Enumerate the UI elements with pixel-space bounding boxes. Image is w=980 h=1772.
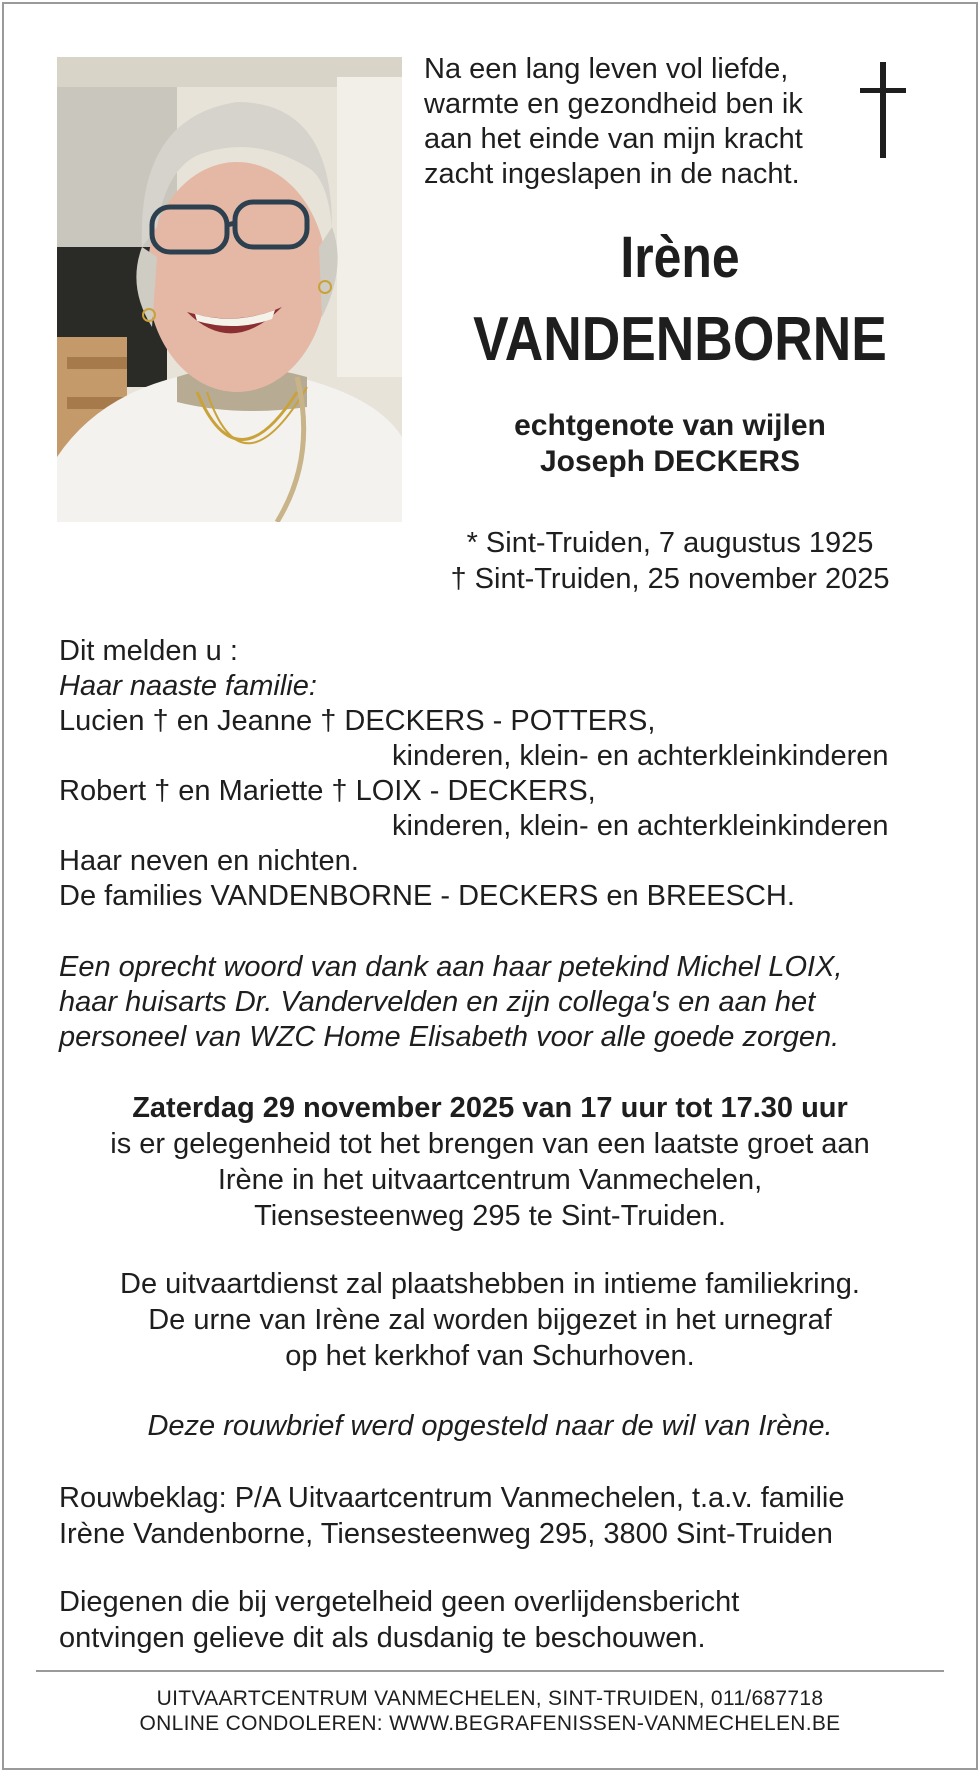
birth-date: * Sint-Truiden, 7 augustus 1925: [466, 527, 874, 559]
poem-line: warmte en gezondheid ben ik: [424, 88, 803, 120]
family-line: Robert † en Mariette † LOIX - DECKERS,: [59, 775, 596, 807]
spouse-info: [420, 408, 920, 480]
family-subline: kinderen, klein- en achterkleinkinderen: [392, 740, 889, 772]
visitation-line: Tiensesteenweg 295 te Sint-Truiden.: [254, 1200, 726, 1232]
notice-line: ontvingen gelieve dit als dusdanig te beschouwen.: [59, 1622, 706, 1654]
footer-divider: [36, 1670, 944, 1672]
footer: [40, 1686, 940, 1736]
family-list: [59, 634, 939, 914]
family-intro: Dit melden u :: [59, 635, 238, 667]
address-line: Rouwbeklag: P/A Uitvaartcentrum Vanmechelen, t.a.v. familie: [59, 1482, 845, 1514]
thanks-line: haar huisarts Dr. Vandervelden en zijn collega's en aan het: [59, 986, 816, 1018]
cross-icon: [860, 62, 906, 158]
online-condolence-link[interactable]: ONLINE CONDOLEREN: WWW.BEGRAFENISSEN-VANMECHELEN.BE: [139, 1712, 841, 1735]
wish-statement: Deze rouwbrief werd opgesteld naar de wil van Irène.: [147, 1410, 833, 1442]
funeral-home-contact: UITVAARTCENTRUM VANMECHELEN, SINT-TRUIDEN, 011/687718: [156, 1687, 824, 1710]
funeral-service-info: [40, 1266, 940, 1374]
service-line: op het kerkhof van Schurhoven.: [285, 1340, 695, 1372]
address-line: Irène Vandenborne, Tiensesteenweg 295, 3800 Sint-Truiden: [59, 1518, 833, 1550]
death-date: † Sint-Truiden, 25 november 2025: [450, 563, 890, 595]
portrait-illustration: [57, 57, 402, 522]
service-line: De urne van Irène zal worden bijgezet in het urnegraf: [148, 1304, 832, 1336]
thanks-line: Een oprecht woord van dank aan haar petekind Michel LOIX,: [59, 951, 843, 983]
spouse-name: Joseph DECKERS: [539, 445, 801, 478]
life-dates: [400, 525, 940, 597]
visitation-info: [40, 1090, 940, 1234]
notice-line: Diegenen die bij vergetelheid geen overlijdensbericht: [59, 1586, 740, 1618]
visitation-line: Irène in het uitvaartcentrum Vanmechelen,: [217, 1164, 763, 1196]
deceased-last-name: VANDENBORNE: [473, 305, 887, 374]
thanks-line: personeel van WZC Home Elisabeth voor alle goede zorgen.: [59, 1021, 840, 1053]
poem-line: zacht ingeslapen in de nacht.: [424, 158, 800, 190]
visitation-line: is er gelegenheid tot het brengen van een laatste groet aan: [110, 1128, 870, 1160]
service-line: De uitvaartdienst zal plaatshebben in intieme familiekring.: [120, 1268, 860, 1300]
family-line: De families VANDENBORNE - DECKERS en BREESCH.: [59, 880, 795, 912]
family-line: Haar neven en nichten.: [59, 845, 359, 877]
spouse-line: echtgenote van wijlen: [514, 409, 826, 442]
thanks-message: [59, 950, 959, 1055]
notice-text: [59, 1584, 959, 1656]
family-heading: Haar naaste familie:: [59, 670, 317, 702]
poem-line: Na een lang leven vol liefde,: [424, 53, 789, 85]
visitation-time: Zaterdag 29 november 2025 van 17 uur tot 17.30 uur: [132, 1092, 848, 1124]
poem-line: aan het einde van mijn kracht: [424, 123, 803, 155]
poem: [424, 52, 854, 192]
portrait-photo: [57, 57, 402, 522]
condolence-address: [59, 1480, 959, 1552]
deceased-first-name: Irène: [620, 225, 740, 290]
family-line: Lucien † en Jeanne † DECKERS - POTTERS,: [59, 705, 656, 737]
family-subline: kinderen, klein- en achterkleinkinderen: [392, 810, 889, 842]
